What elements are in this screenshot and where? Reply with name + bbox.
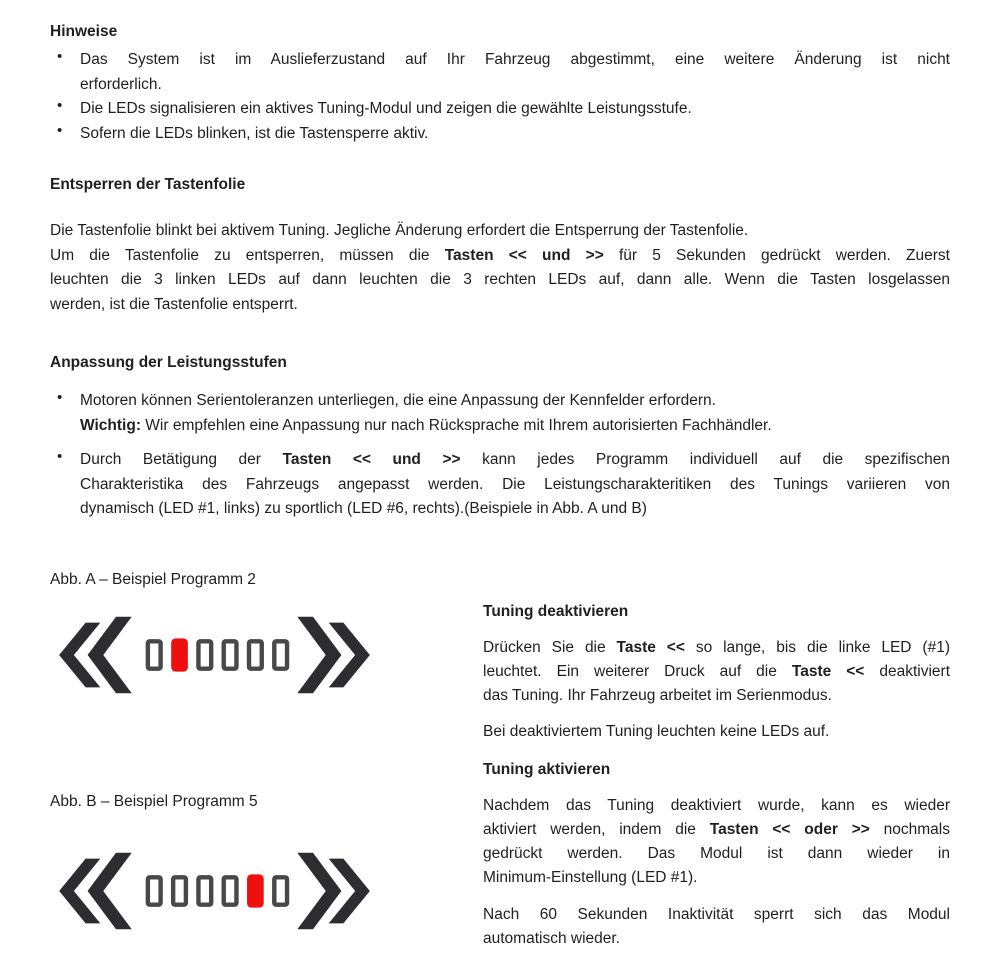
text-run: Bei deaktiviertem Tuning leuchten keine LEDs auf. — [483, 722, 830, 740]
led-indicator-off — [274, 641, 287, 668]
paragraph-line — [483, 636, 950, 660]
led-indicator-on — [247, 874, 264, 907]
led-indicator-off — [148, 877, 161, 904]
text-run-bold: Tasten << und >> — [282, 451, 461, 468]
paragraph-line — [80, 448, 950, 473]
deaktivieren-paragraph — [483, 636, 950, 708]
figure-a-label: Abb. A – Beispiel Programm 2 — [50, 570, 256, 588]
double-chevron-left-icon — [59, 616, 132, 692]
deaktivieren-note — [483, 720, 950, 744]
anpassung-bullet-list — [50, 389, 950, 522]
text-run-bold: Taste << — [616, 638, 685, 656]
figures-column — [50, 558, 483, 951]
led-indicator-off — [274, 877, 287, 904]
paragraph-line — [483, 660, 950, 684]
text-run: gedrückt werden. Das Modul ist dann wieder in — [483, 844, 950, 862]
led-indicator-off — [173, 877, 186, 904]
text-run: Nachdem das Tuning deaktiviert wurde, kann es wieder — [483, 796, 950, 814]
led-indicator-off — [224, 641, 237, 668]
text-run: Drücken Sie die — [483, 638, 617, 656]
led-indicator-off — [198, 877, 211, 904]
heading-anpassung: Anpassung der Leistungsstufen — [50, 354, 287, 371]
paragraph-line — [50, 219, 950, 244]
led-display-figure-a — [58, 606, 372, 704]
figure-b-label: Abb. B – Beispiel Programm 5 — [50, 792, 258, 810]
paragraph-line — [483, 927, 950, 951]
text-run: Die LEDs signalisieren ein aktives Tuning-Modul und zeigen die gewählte Leistungsstufe. — [80, 100, 692, 117]
list-item — [50, 97, 950, 122]
heading-tuning-aktivieren: Tuning aktivieren — [483, 760, 611, 778]
paragraph-line — [483, 684, 950, 708]
text-run: automatisch wieder. — [483, 929, 620, 947]
text-run: nochmals — [869, 820, 950, 838]
led-indicator-off — [249, 641, 262, 668]
figures-and-instructions — [50, 558, 950, 951]
text-run: dynamisch (LED #1, links) zu sportlich (LED #6, rechts).(Beispiele in Abb. A und B) — [80, 500, 647, 517]
instructions-column — [483, 558, 950, 951]
text-run: Minimum-Einstellung (LED #1). — [483, 868, 698, 886]
heading-hinweise: Hinweise — [50, 23, 118, 40]
aktivieren-note — [483, 903, 950, 951]
paragraph-line — [80, 473, 950, 498]
paragraph-line — [50, 268, 950, 293]
paragraph-line — [80, 414, 950, 439]
paragraph-line — [50, 244, 950, 269]
led-indicator-on — [171, 638, 188, 671]
text-run-bold: Tasten << oder >> — [709, 820, 870, 838]
list-item — [50, 48, 950, 97]
heading-tuning-deaktivieren: Tuning deaktivieren — [483, 602, 629, 620]
paragraph-line — [483, 842, 950, 866]
text-run: Charakteristika des Fahrzeugs angepasst werden. Die Leistungscharakteritiken des Tunings variieren von — [80, 475, 950, 493]
led-indicator-off — [148, 641, 161, 668]
text-run: leuchten die 3 linken LEDs auf dann leuchten die 3 rechten LEDs auf, dann alle. Wenn die Tasten losgelassen — [50, 271, 950, 288]
paragraph-line — [483, 720, 950, 744]
text-run: deaktiviert — [864, 662, 950, 680]
entsperren-paragraph — [50, 219, 950, 317]
paragraph-line — [483, 818, 950, 842]
text-run: kann jedes Programm individuell auf die spezifischen — [460, 451, 950, 468]
text-run: aktiviert werden, indem die — [483, 820, 710, 838]
text-run: Um die Tastenfolie zu entsperren, müssen die — [50, 246, 445, 264]
text-run: Nach 60 Sekunden Inaktivität sperrt sich das Modul — [483, 905, 950, 923]
led-indicator-off — [198, 641, 211, 668]
paragraph-line — [483, 866, 950, 890]
paragraph-line — [80, 48, 950, 73]
list-item — [50, 448, 950, 522]
double-chevron-left-icon — [59, 852, 132, 928]
led-indicator-off — [224, 877, 237, 904]
text-run-bold: Wichtig: — [80, 416, 141, 434]
text-run-bold: Tasten << und >> — [444, 246, 604, 264]
text-run: Sofern die LEDs blinken, ist die Tastensperre aktiv. — [80, 124, 429, 142]
text-run: werden, ist die Tastenfolie entsperrt. — [50, 295, 298, 313]
text-run: für 5 Sekunden gedrückt werden. Zuerst — [603, 246, 950, 264]
paragraph-line — [80, 122, 950, 147]
paragraph-line — [80, 497, 950, 522]
text-run: leuchtet. Ein weiterer Druck auf die — [483, 662, 792, 680]
hinweise-bullet-list — [50, 48, 950, 146]
paragraph-line — [80, 73, 950, 98]
paragraph-line — [50, 293, 950, 318]
paragraph-line — [80, 389, 950, 414]
text-run: erforderlich. — [80, 75, 162, 93]
text-run-bold: Taste << — [791, 662, 865, 680]
list-item — [50, 122, 950, 147]
text-run: Das System ist im Auslieferzustand auf Ihr Fahrzeug abgestimmt, eine weitere Änderung ist nicht — [80, 51, 950, 68]
led-display-figure-b — [58, 842, 372, 940]
text-run: Motoren können Serientoleranzen unterliegen, die eine Anpassung der Kennfelder erfordern. — [80, 392, 716, 409]
double-chevron-right-icon — [297, 852, 370, 928]
text-run: Die Tastenfolie blinkt bei aktivem Tuning. Jegliche Änderung erfordert die Entsperrung der Tastenfolie. — [50, 222, 749, 239]
aktivieren-paragraph — [483, 794, 950, 890]
paragraph-line — [80, 97, 950, 122]
list-item — [50, 389, 950, 438]
double-chevron-right-icon — [297, 616, 370, 692]
heading-entsperren: Entsperren der Tastenfolie — [50, 176, 246, 193]
text-run: so lange, bis die linke LED (#1) — [684, 638, 950, 656]
paragraph-line — [483, 903, 950, 927]
text-run: Wir empfehlen eine Anpassung nur nach Rücksprache mit Ihrem autorisierten Fachhändler. — [141, 416, 772, 434]
text-run: das Tuning. Ihr Fahrzeug arbeitet im Serienmodus. — [483, 686, 832, 704]
text-run: Durch Betätigung der — [80, 451, 283, 468]
paragraph-line — [483, 794, 950, 818]
